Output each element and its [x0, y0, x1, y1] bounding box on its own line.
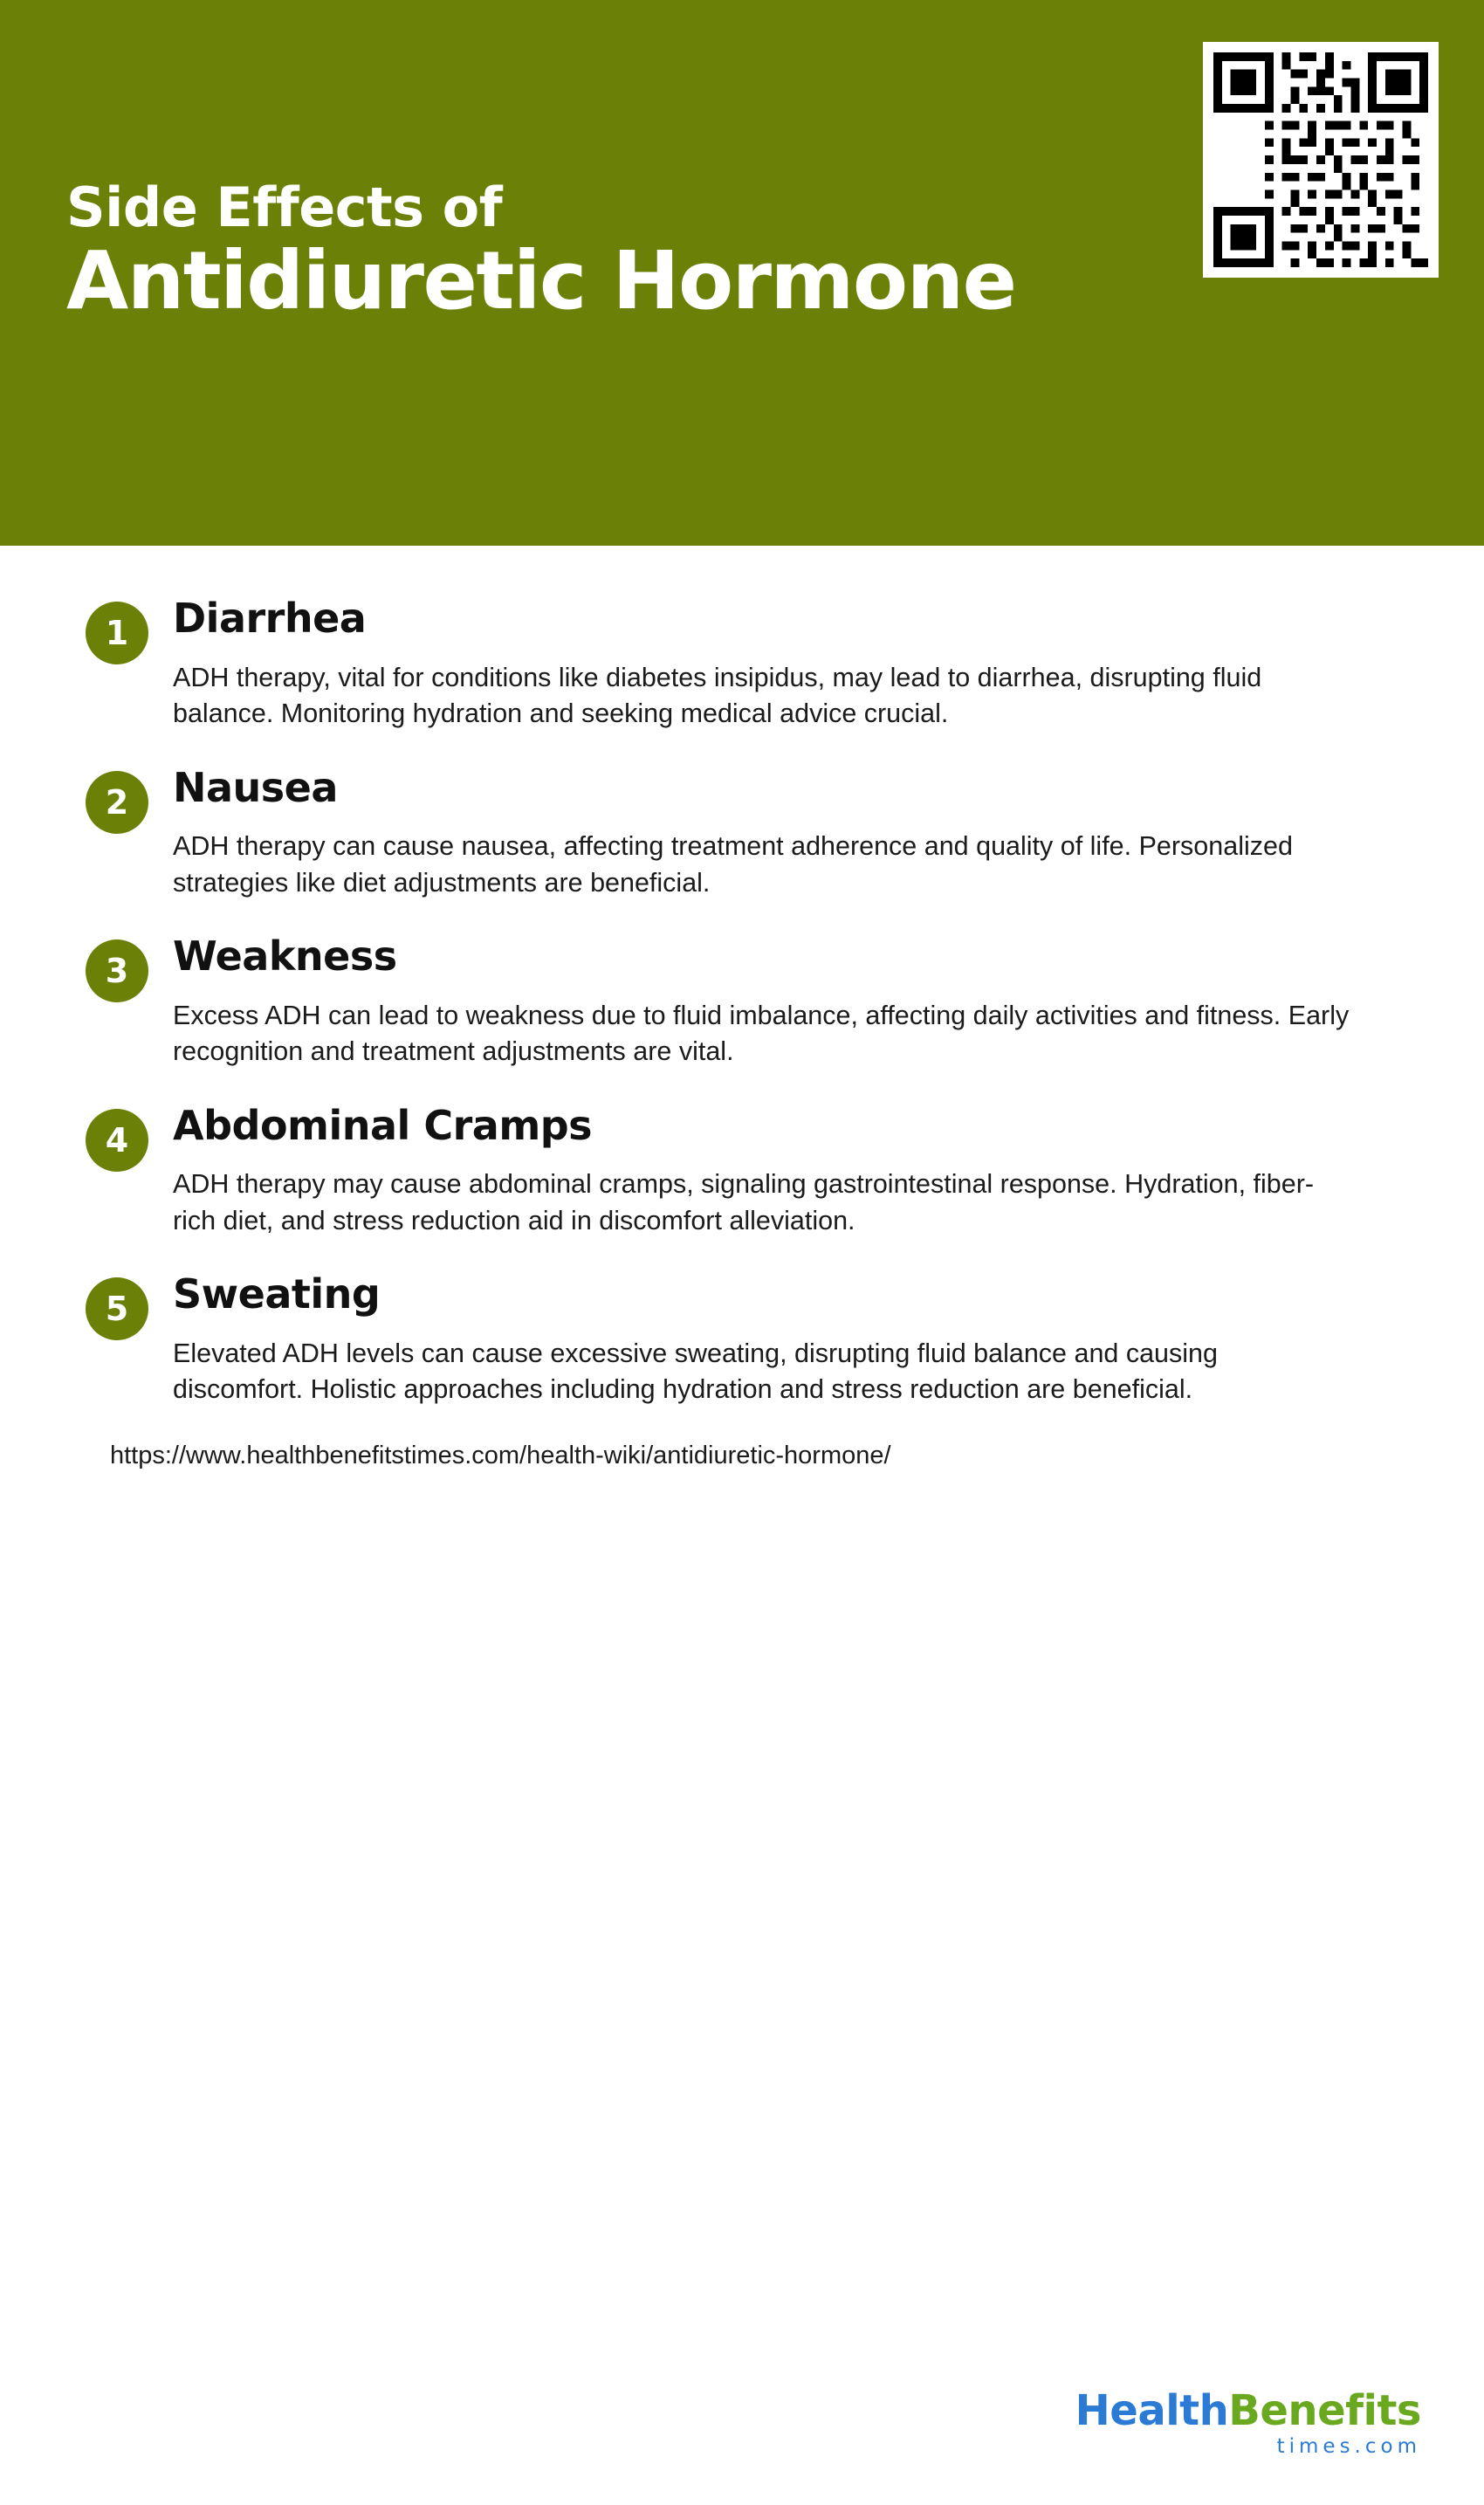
item-number-badge: 2 — [86, 771, 148, 834]
badge-column — [61, 934, 173, 1002]
list-item — [61, 763, 1423, 902]
page-subtitle: Side Effects of — [66, 175, 503, 239]
logo-health-text: Health — [1075, 2386, 1229, 2435]
page-title: Antidiuretic Hormone — [66, 234, 1016, 328]
item-number-badge: 4 — [86, 1109, 148, 1172]
side-effects-list — [0, 546, 1484, 2505]
item-number-badge: 5 — [86, 1277, 148, 1340]
item-description: Excess ADH can lead to weakness due to fluid imbalance, affecting daily activities and fitness. Early recognition and treatment adjustments are vital. — [173, 1000, 1350, 1067]
list-item — [61, 934, 1423, 1070]
logo-domain-text: times.com — [1276, 2435, 1421, 2458]
logo-benefits-text: Benefits — [1228, 2386, 1421, 2435]
item-number-badge: 1 — [86, 602, 148, 664]
badge-column — [61, 1104, 173, 1172]
item-title: Sweating — [173, 1270, 381, 1318]
item-description: ADH therapy, vital for conditions like diabetes insipidus, may lead to diarrhea, disrupting fluid balance. Monitoring hydration and seeking medical advice crucial. — [173, 662, 1262, 729]
header-title-block — [66, 175, 1222, 328]
badge-column — [61, 1272, 173, 1340]
logo-wordmark — [1075, 2386, 1421, 2435]
item-text — [173, 1272, 1423, 1408]
badge-column — [61, 596, 173, 664]
item-title: Nausea — [173, 763, 338, 811]
badge-column — [61, 766, 173, 834]
item-text — [173, 596, 1423, 733]
item-title: Weakness — [173, 932, 397, 981]
item-title: Diarrhea — [173, 595, 367, 642]
site-logo[interactable] — [1075, 2386, 1421, 2458]
poster-header — [0, 0, 1484, 546]
item-description: ADH therapy may cause abdominal cramps, signaling gastrointestinal response. Hydration, fiber-rich diet, and stress reduction aid in discomfort alleviation. — [173, 1169, 1315, 1235]
item-description: Elevated ADH levels can cause excessive sweating, disrupting fluid balance and causing discomfort. Holistic approaches including hydration and stress reduction are beneficial. — [173, 1338, 1218, 1405]
item-title: Abdominal Cramps — [173, 1101, 593, 1149]
item-text — [173, 763, 1423, 902]
item-text — [173, 934, 1423, 1070]
item-description: ADH therapy can cause nausea, affecting treatment adherence and quality of life. Personalized strategies like diet adjustments are beneficial. — [173, 831, 1293, 898]
list-item — [61, 596, 1423, 733]
list-item — [61, 1101, 1423, 1240]
item-text — [173, 1101, 1423, 1240]
list-item — [61, 1272, 1423, 1408]
item-number-badge: 3 — [86, 939, 148, 1002]
qr-code-icon[interactable] — [1203, 42, 1439, 278]
source-url-link[interactable]: https://www.healthbenefitstimes.com/health-wiki/antidiuretic-hormone/ — [110, 1441, 891, 1469]
